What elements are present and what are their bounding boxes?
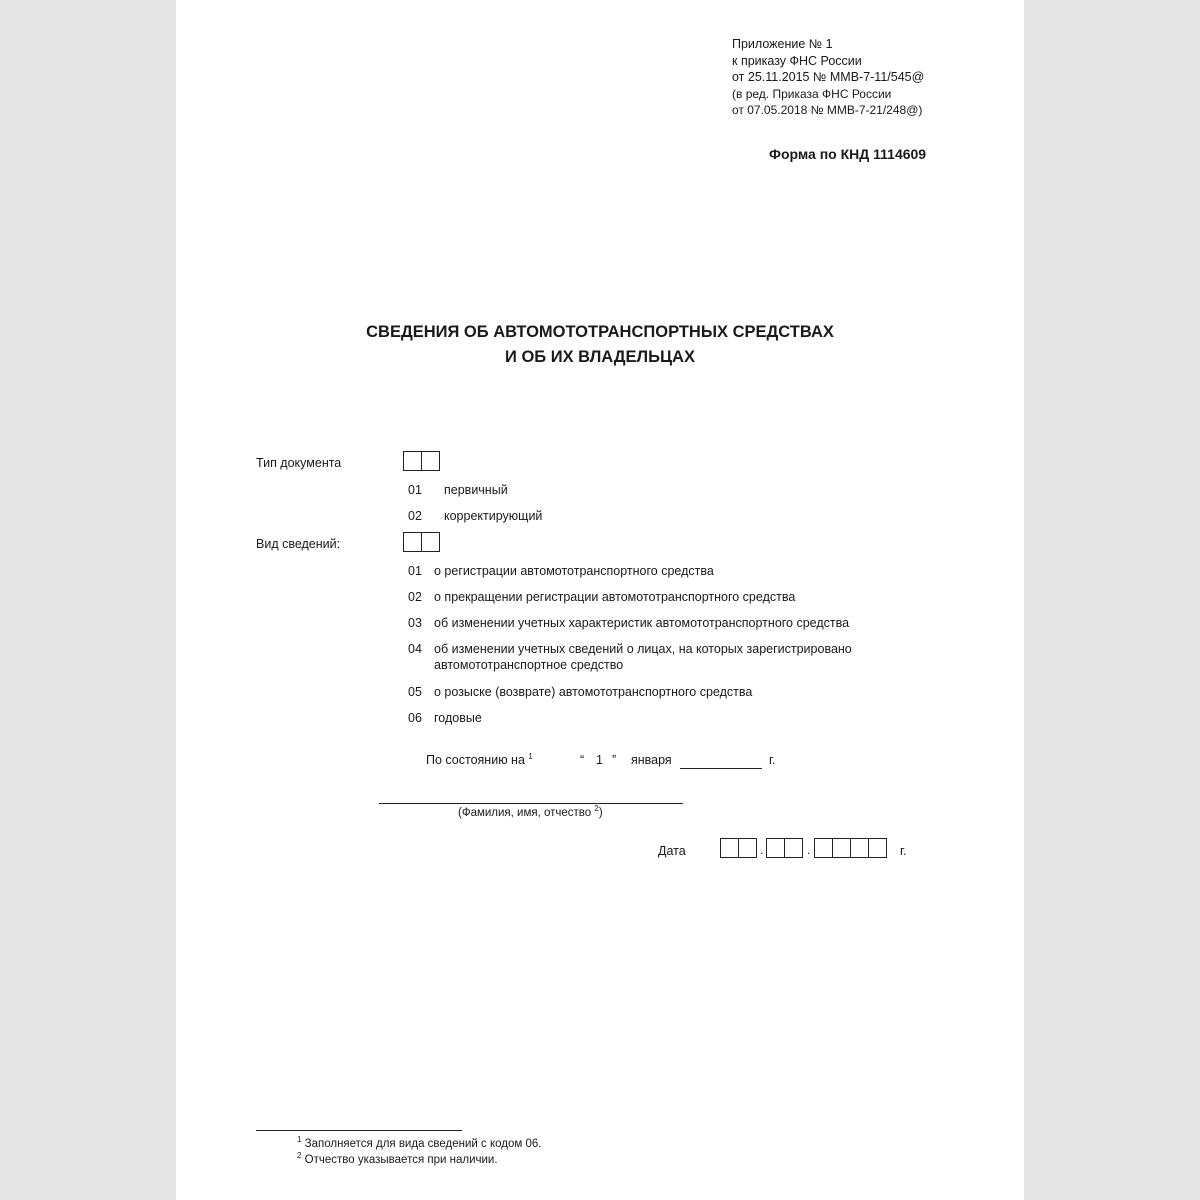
as-of-month: января <box>631 753 672 767</box>
input-cell[interactable] <box>814 838 833 858</box>
as-of-label <box>426 753 533 767</box>
document-title <box>176 320 1024 370</box>
approval-header <box>732 36 924 119</box>
fio-field[interactable] <box>379 803 683 804</box>
footnote-ref: 1 <box>528 751 533 761</box>
option-text: о регистрации автомототранспортного средства <box>434 564 714 578</box>
footnote <box>297 1135 542 1150</box>
date-year-cells[interactable] <box>814 838 886 858</box>
footnote-ref: 2 <box>297 1151 302 1161</box>
option-code: 03 <box>408 616 422 630</box>
info-kind-label: Вид сведений: <box>256 537 341 551</box>
header-line: (в ред. Приказа ФНС России <box>732 86 892 101</box>
option-text: годовые <box>434 711 482 725</box>
year-field[interactable] <box>680 768 762 769</box>
footnote <box>297 1151 498 1166</box>
input-cell[interactable] <box>850 838 869 858</box>
option-text: корректирующий <box>444 509 543 523</box>
option-text: первичный <box>444 483 508 497</box>
date-separator: . <box>807 843 811 857</box>
input-cell[interactable] <box>720 838 739 858</box>
date-month-cells[interactable] <box>766 838 802 858</box>
doc-type-cells[interactable] <box>403 451 439 471</box>
input-cell[interactable] <box>784 838 803 858</box>
footnote-text: Заполняется для вида сведений с кодом 06. <box>304 1138 542 1150</box>
footnote-text: Отчество указывается при наличии. <box>304 1154 498 1166</box>
option-code: 02 <box>408 590 422 604</box>
input-cell[interactable] <box>868 838 887 858</box>
input-cell[interactable] <box>403 451 422 471</box>
document-page <box>176 0 1024 1200</box>
form-code: Форма по КНД 1114609 <box>769 146 927 162</box>
info-kind-cells[interactable] <box>403 532 439 552</box>
open-quote: “ <box>580 753 585 767</box>
header-line: к приказу ФНС России <box>732 53 862 68</box>
as-of-day: 1 <box>596 753 603 767</box>
year-suffix: г. <box>769 753 776 767</box>
input-cell[interactable] <box>421 532 440 552</box>
date-label: Дата <box>658 844 686 858</box>
input-cell[interactable] <box>766 838 785 858</box>
option-text-continued: автомототранспортное средство <box>434 658 624 672</box>
option-text: о розыске (возврате) автомототранспортного средства <box>434 685 753 699</box>
option-text: о прекращении регистрации автомототранспортного средства <box>434 590 796 604</box>
input-cell[interactable] <box>738 838 757 858</box>
option-code: 04 <box>408 642 422 656</box>
fio-caption-end: ) <box>598 807 603 819</box>
doc-type-label: Тип документа <box>256 456 342 470</box>
title-line: И ОБ ИХ ВЛАДЕЛЬЦАХ <box>505 348 695 366</box>
fio-caption <box>458 804 603 819</box>
option-text: об изменении учетных сведений о лицах, на которых зарегистрировано <box>434 642 852 656</box>
footnote-ref: 1 <box>297 1135 302 1145</box>
option-code: 01 <box>408 564 422 578</box>
option-text: об изменении учетных характеристик автомототранспортного средства <box>434 616 850 630</box>
input-cell[interactable] <box>403 532 422 552</box>
footnote-separator <box>256 1130 462 1131</box>
option-code: 02 <box>408 509 422 523</box>
header-line: от 07.05.2018 № ММВ-7-21/248@) <box>732 103 923 117</box>
as-of-text: По состоянию на <box>426 753 525 767</box>
input-cell[interactable] <box>421 451 440 471</box>
option-code: 01 <box>408 483 422 497</box>
date-separator: . <box>760 843 764 857</box>
header-line: Приложение № 1 <box>732 37 833 51</box>
date-suffix: г. <box>900 844 907 858</box>
option-code: 06 <box>408 711 422 725</box>
date-day-cells[interactable] <box>720 838 756 858</box>
close-quote: ” <box>612 753 617 767</box>
header-line: от 25.11.2015 № ММВ-7-11/545@ <box>732 70 925 84</box>
footnote-ref: 2 <box>594 804 599 814</box>
option-code: 05 <box>408 685 422 699</box>
input-cell[interactable] <box>832 838 851 858</box>
title-line: СВЕДЕНИЯ ОБ АВТОМОТОТРАНСПОРТНЫХ СРЕДСТВАХ <box>366 323 834 341</box>
fio-caption-text: (Фамилия, имя, отчество <box>458 807 592 819</box>
